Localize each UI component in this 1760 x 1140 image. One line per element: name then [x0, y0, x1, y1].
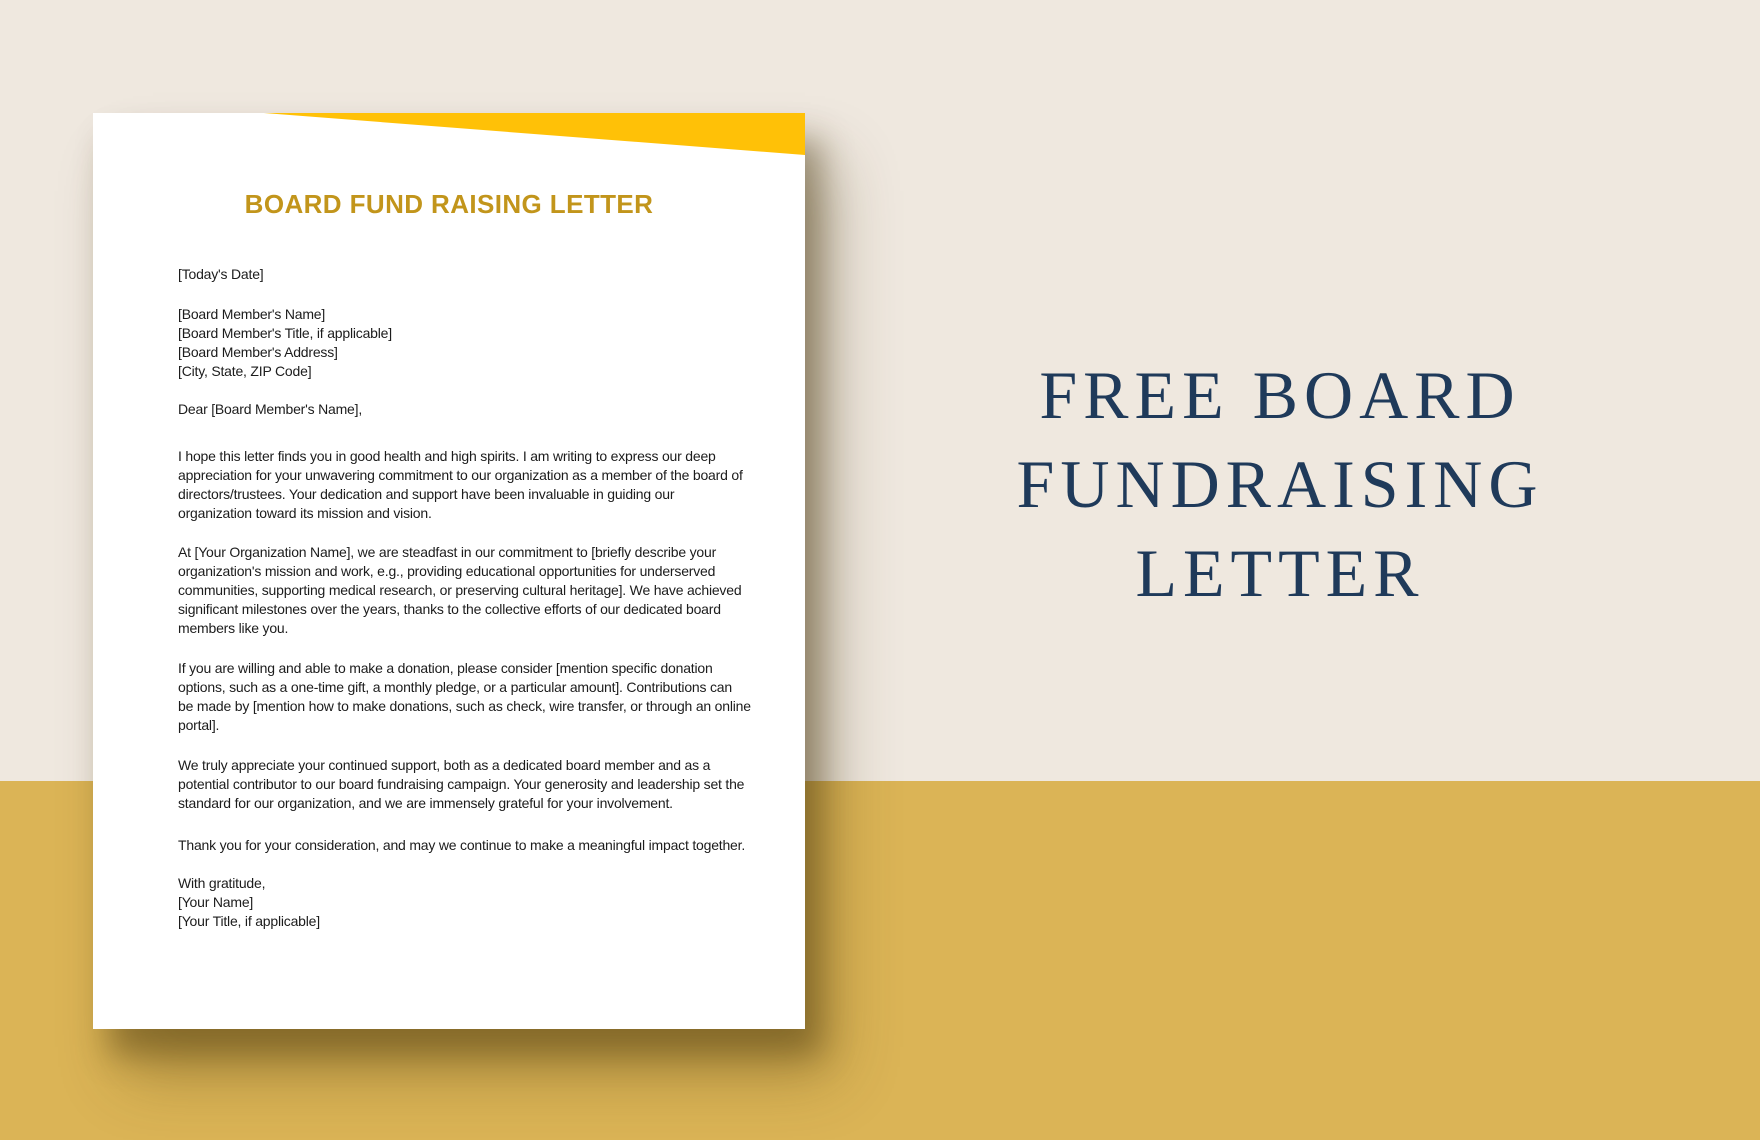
text-line: If you are willing and able to make a donation, please consider [mention specific donation — [178, 660, 713, 676]
headline-line-3: LETTER — [1135, 535, 1425, 611]
text-line: [Board Member's Address] — [178, 344, 338, 360]
headline-line-1: FREE BOARD — [1039, 357, 1521, 433]
letter-body — [178, 265, 778, 931]
text-line: potential contributor to our board fundraising campaign. Your generosity and leadership set the — [178, 776, 745, 792]
text-line: organization toward its mission and vision. — [178, 505, 432, 521]
text-line: members like you. — [178, 620, 289, 636]
recipient-block — [178, 305, 778, 381]
salutation-block — [178, 400, 778, 419]
text-line: portal]. — [178, 717, 220, 733]
paragraph-donation — [178, 659, 778, 735]
text-line: organization's mission and work, e.g., providing educational opportunities for underserved — [178, 563, 716, 579]
text-line: [Your Name] — [178, 894, 254, 910]
paragraph-appreciation — [178, 447, 778, 523]
text-line: We truly appreciate your continued support, both as a dedicated board member and as a — [178, 757, 711, 773]
text-line: significant milestones over the years, thanks to the collective efforts of our dedicated board — [178, 601, 721, 617]
text-line: [Board Member's Name] — [178, 306, 326, 322]
text-line: [City, State, ZIP Code] — [178, 363, 312, 379]
text-line: directors/trustees. Your dedication and support have been invaluable in guiding our — [178, 486, 675, 502]
text-line: [Your Title, if applicable] — [178, 913, 320, 929]
text-line: appreciation for your unwavering commitment to our organization as a member of the board of — [178, 467, 743, 483]
text-line: communities, supporting medical research, or preserving cultural heritage]. We have achieved — [178, 582, 742, 598]
accent-triangle — [93, 113, 805, 155]
text-line: I hope this letter finds you in good health and high spirits. I am writing to express our deep — [178, 448, 716, 464]
paragraph-gratitude — [178, 756, 778, 813]
document-title: BOARD FUND RAISING LETTER — [244, 189, 654, 219]
paragraph-thanks — [178, 836, 778, 855]
text-line: be made by [mention how to make donations, such as check, wire transfer, or through an online — [178, 698, 751, 714]
text-line: With gratitude, — [178, 875, 266, 891]
text-line: options, such as a one-time gift, a monthly pledge, or a particular amount]. Contributions can — [178, 679, 732, 695]
letter-page — [93, 113, 805, 1029]
text-line: [Board Member's Title, if applicable] — [178, 325, 392, 341]
salutation-line: Dear [Board Member's Name], — [178, 401, 363, 417]
date-block — [178, 265, 778, 284]
side-headline — [980, 351, 1580, 618]
text-line: Thank you for your consideration, and may we continue to make a meaningful impact together. — [178, 837, 746, 853]
text-line: standard for our organization, and we are immensely grateful for your involvement. — [178, 795, 673, 811]
paragraph-mission — [178, 543, 778, 638]
date-line: [Today's Date] — [178, 266, 264, 282]
headline-line-2: FUNDRAISING — [1016, 446, 1544, 522]
text-line: At [Your Organization Name], we are steadfast in our commitment to [briefly describe your — [178, 544, 717, 560]
closing-block — [178, 874, 778, 931]
